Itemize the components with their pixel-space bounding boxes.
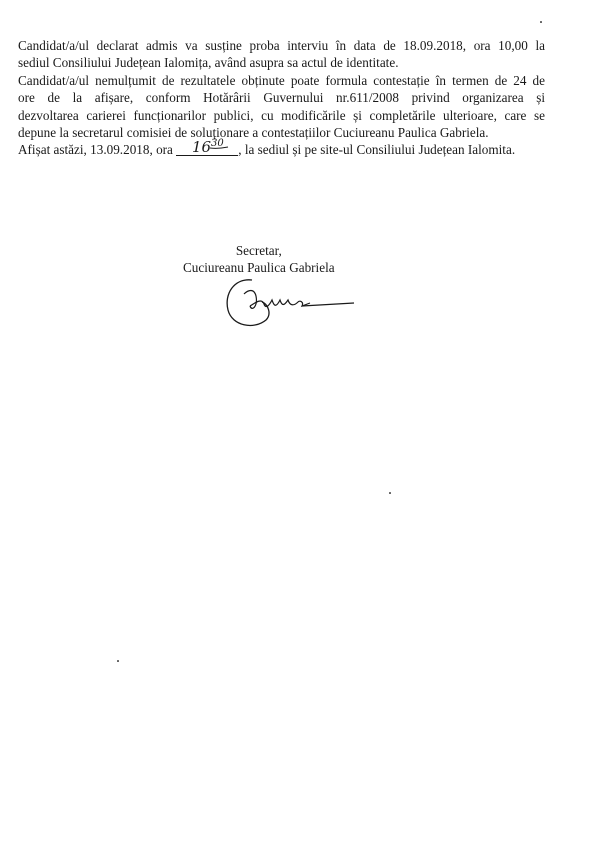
text-line: depune la secretarul comisiei de soluționare a contestațiilor Cuciureanu Paulica Gabriela. [18, 125, 489, 141]
text-line: ore de la afișare, conform Hotărârii Guvernului nr.611/2008 privind organizarea și [18, 90, 545, 106]
scan-speck [540, 21, 542, 23]
paragraph-contestation [18, 72, 545, 142]
handwritten-time [176, 138, 238, 157]
text-line: sediul Consiliului Județean Ialomița, având asupra sa actul de identitate. [18, 55, 399, 71]
posting-prefix: Afișat astăzi, 13.09.2018, ora [18, 142, 173, 158]
text-line: dezvoltarea carierei funcționarilor publici, cu modificările și completările ulterioare, care se [18, 107, 545, 123]
signature-block [183, 242, 335, 276]
posting-line [18, 138, 545, 158]
paragraph-interview [18, 37, 545, 72]
signatory-name: Cuciureanu Paulica Gabriela [183, 260, 335, 275]
handwritten-hour: 16 [192, 138, 212, 157]
document-body [18, 37, 545, 159]
scan-speck [117, 660, 119, 662]
text-line: Candidat/a/ul nemulțumit de rezultatele obținute poate formula contestație în termen de 24 de [18, 72, 545, 88]
posting-suffix: , la sediul și pe site-ul Consiliului Județean Ialomita. [238, 142, 516, 158]
handwritten-signature-icon [222, 276, 362, 336]
scan-speck [389, 492, 391, 494]
signatory-title: Secretar, [235, 243, 282, 258]
text-line: Candidat/a/ul declarat admis va susține proba interviu în data de 18.09.2018, ora 10,00 la [18, 38, 545, 53]
handwritten-time-icon [176, 136, 238, 156]
handwritten-minutes: 30 [211, 138, 224, 150]
